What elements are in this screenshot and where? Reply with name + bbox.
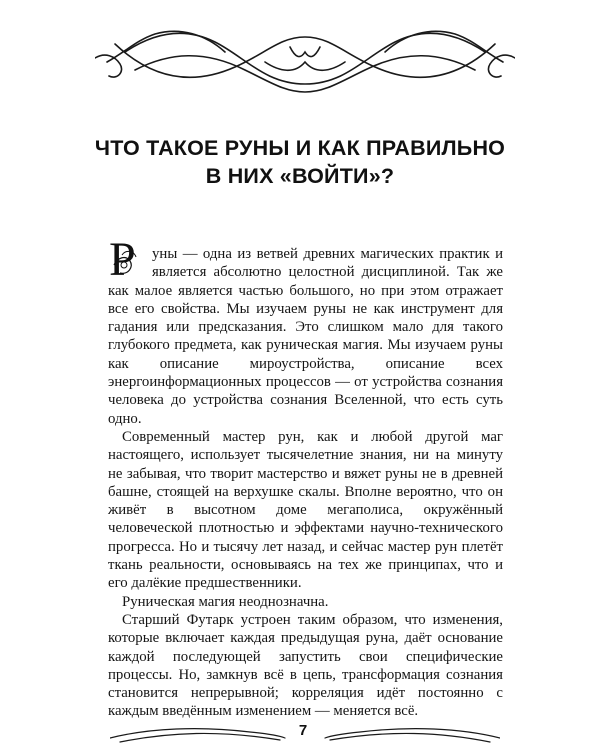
chapter-title-line-1: ЧТО ТАКОЕ РУНЫ И КАК ПРАВИЛЬНО	[94, 136, 506, 160]
dropcap-letter-r	[108, 235, 146, 281]
decorative-flourish-top	[95, 22, 515, 97]
paragraph-4: Старший Футарк устроен таким образом, что изменения, которые включает каждая предыдущая руна, даёт основание каждой последующей запустить свои специфические процессы. Но, замкнув всё в цепь, трансформация сознания становится непрерывной; корреляция идёт постоянно с каждым введённым изменением — меняется всё.	[108, 611, 503, 720]
paragraph-3: Руническая магия неоднозначна.	[122, 593, 329, 610]
page-number: 7	[298, 722, 308, 739]
svg-text:Р: Р	[109, 235, 136, 281]
paragraph-2: Современный мастер рун, как и любой другой маг настоящего, использует тысячелетние знания, ни на минуту не забывая, что творит мастерство и вяжет руны не в древней башне, стоящей на верхушке скалы. Вполне вероятно, что он живёт в высотном доме мегаполиса, окружённый человеческой плотностью и эффектами научно-технического прогресса. Но и тысячу лет назад, и сейчас мастер рун плетёт ткань реальности, основываясь на тех же принципах, что и его далёкие предшественники.	[108, 428, 503, 592]
paragraph-1-text: уны — одна из ветвей древних магических практик и является абсолютно целостной дисциплиной. Так же как малое является частью большого, но при этом отражает все его свойства. Мы изучаем руны не как инструмент для гадания или предсказания. Это слишком мало для такого глубокого предмета, как руническая магия. Мы изучаем руны как описание мироустройства, описание всех энергоинформационных процессов — от устройства сознания человека до устройства сознания Вселенной, что есть суть одно.	[108, 246, 503, 427]
paragraph-1	[108, 235, 503, 428]
chapter-body	[108, 235, 503, 721]
chapter-title-line-2: В НИХ «ВОЙТИ»?	[205, 164, 395, 188]
